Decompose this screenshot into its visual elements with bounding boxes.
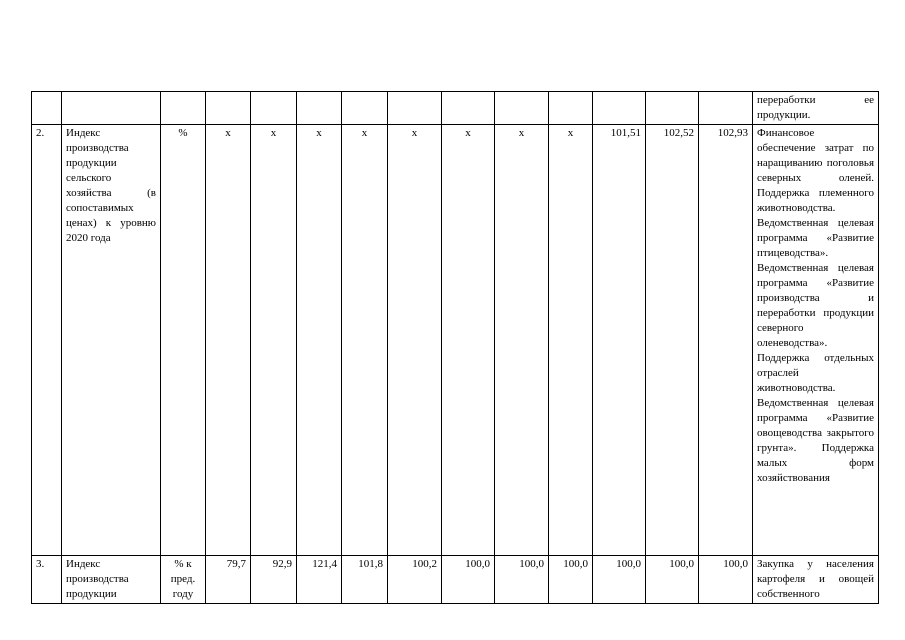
value-cell: 101,8	[342, 556, 388, 604]
table-row	[32, 92, 879, 125]
value-cell: 100,0	[593, 556, 646, 604]
value-cell: 100,0	[442, 556, 495, 604]
indicator-name-cell: Индекс производства продукции сельского хозяйства (в сопоставимых ценах) к уровню 2020 года	[62, 125, 161, 556]
row-number-cell	[32, 92, 62, 125]
value-cell: 92,9	[251, 556, 297, 604]
value-cell: x	[251, 125, 297, 556]
value-cell: 100,0	[549, 556, 593, 604]
value-cell	[442, 92, 495, 125]
value-cell	[388, 92, 442, 125]
value-cell: x	[206, 125, 251, 556]
value-cell	[342, 92, 388, 125]
value-cell: x	[297, 125, 342, 556]
notes-text: переработки ее продукции.	[757, 94, 874, 121]
row-number-cell: 3.	[32, 556, 62, 604]
value-cell	[646, 92, 699, 125]
indicators-table	[31, 91, 879, 604]
unit-cell: % к пред. году	[161, 556, 206, 604]
value-cell: x	[388, 125, 442, 556]
value-cell: 101,51	[593, 125, 646, 556]
row-number-cell: 2.	[32, 125, 62, 556]
value-cell	[251, 92, 297, 125]
indicator-name-cell: Индекс производства продукции	[62, 556, 161, 604]
notes-cell	[753, 92, 879, 125]
value-cell	[297, 92, 342, 125]
value-cell: x	[442, 125, 495, 556]
value-cell: 100,0	[646, 556, 699, 604]
value-cell: 102,52	[646, 125, 699, 556]
value-cell	[495, 92, 549, 125]
value-cell: 100,0	[495, 556, 549, 604]
value-cell	[549, 92, 593, 125]
value-cell: x	[342, 125, 388, 556]
value-cell	[206, 92, 251, 125]
unit-cell: %	[161, 125, 206, 556]
table-row	[32, 125, 879, 556]
value-cell: 100,2	[388, 556, 442, 604]
value-cell: x	[495, 125, 549, 556]
value-cell	[699, 92, 753, 125]
value-cell: 102,93	[699, 125, 753, 556]
value-cell: 100,0	[699, 556, 753, 604]
notes-cell: Финансовое обеспечение затрат по наращиванию поголовья северных оленей. Поддержка племенного животноводства. Ведомственная целевая программа «Развитие птицеводства». Ведомственная целевая программа «Развитие производства и переработки продукции северного оленеводства». Поддержка отдельных отраслей животноводства. Ведомственная целевая программа «Развитие овощеводства закрытого грунта». Поддержка малых форм хозяйствования	[753, 125, 879, 556]
value-cell: 79,7	[206, 556, 251, 604]
notes-cell: Закупка у населения картофеля и овощей собственного	[753, 556, 879, 604]
value-cell: x	[549, 125, 593, 556]
value-cell: 121,4	[297, 556, 342, 604]
indicator-name-cell	[62, 92, 161, 125]
unit-cell	[161, 92, 206, 125]
value-cell	[593, 92, 646, 125]
table-row	[32, 556, 879, 604]
